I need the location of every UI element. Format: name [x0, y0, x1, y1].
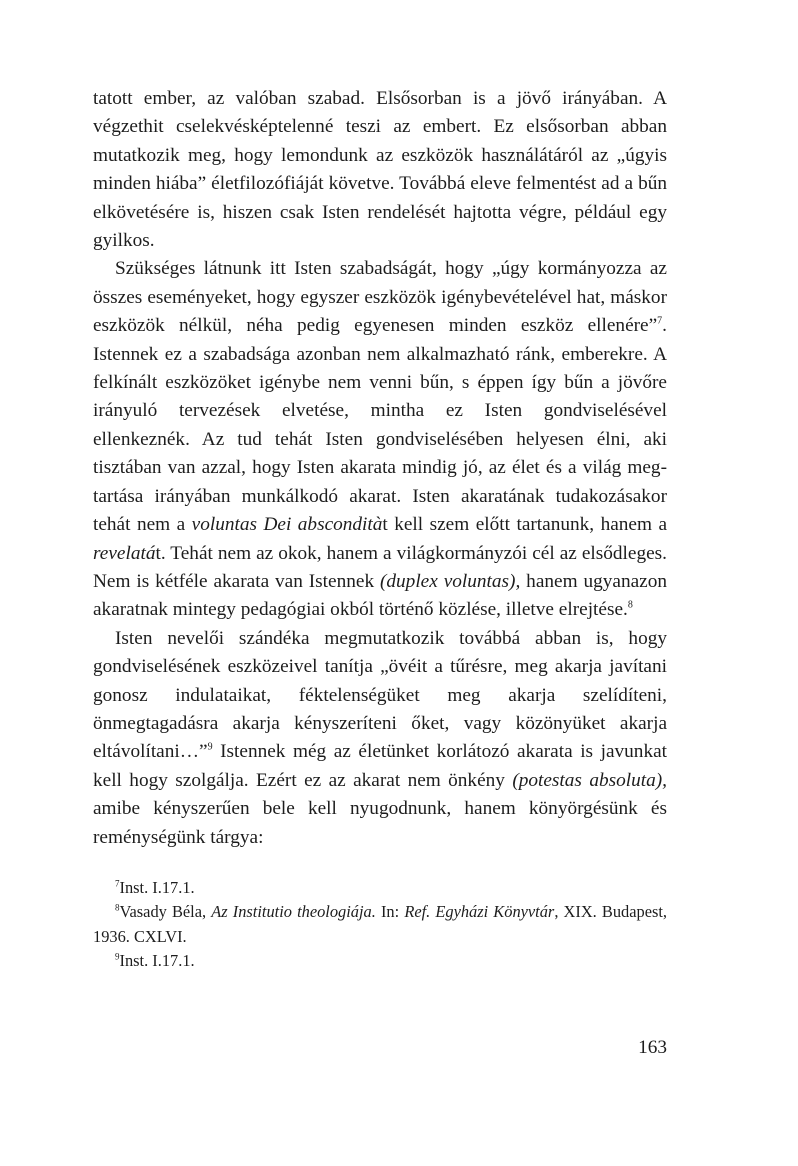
footnote-marker: 9 [207, 741, 213, 753]
footnote [93, 900, 667, 949]
text-run: t kell szem előtt tartanunk, hanem a [382, 514, 667, 536]
footnote [93, 949, 667, 973]
text-run: . Istennek ez a szabadsága azonban nem alkalmazható ránk, emberekre. A felkínált eszközöket igénybe nem venni bűn, s éppen így bűn a jövőre irányuló tervezések elvetése, mintha ez Isten gondviselésével ellenkeznék. Az tud tehát Isten gondviselésében helyesen élni, aki tisztában van azzal, hogy Isten akarata mindig jó, az élet és a világ megtartása irányában munkálkodó akarat. Isten akaratának tudakozásakor tehát nem a [93, 315, 667, 536]
text-run: Inst. I.17.1. [119, 877, 195, 897]
text-run: Szükséges látnunk itt Isten szabadságát, hogy „úgy kormányozza az összes eseményeket, hogy egyszer eszközök igénybevételével hat, máskor eszközök nélkül, néha pedig egyenesen minden eszköz ellenére” [93, 258, 667, 337]
italic-text: revelatá [93, 542, 156, 564]
text-run: t. Tehát nem az okok, hanem a világkormányzói cél az elsődleges. Nem is kétféle akarata van Istennek [93, 542, 667, 592]
text-run: tatott ember, az valóban szabad. Elsősorban is a jövő irányában. A végzethit cselekvésképtelenné teszi az embert. Ez elsősorban abban mutatkozik meg, hogy lemondunk az eszközök használátáról az „úgyis minden hiába” életfilozófiáját követve. Továbbá eleve felmentést ad a bűn elkövetésére is, hiszen csak Isten rendelését hajtotta végre, például egy gyilkos. [93, 88, 667, 252]
footnote-marker: 8 [115, 902, 120, 913]
paragraph [93, 255, 667, 624]
footnotes [93, 876, 667, 974]
text-run: Istennek még az életünket korlátozó akarata is javunkat kell hogy szolgálja. Ezért ez az akarat nem önkény [93, 741, 667, 791]
italic-text: (potestas absoluta), [512, 769, 667, 791]
text-run: amibe kényszerűen bele kell nyugodnunk, hanem könyörgésünk és reménységünk tárgya: [93, 798, 667, 848]
footnote-marker: 8 [627, 599, 633, 611]
italic-text: voluntas Dei abscondità [191, 514, 383, 536]
italic-text: Az Institutio theologiája. [211, 902, 376, 922]
text-run: , XIX. Budapest, 1936. CXLVI. [93, 902, 667, 946]
text-run: Vasady Béla, [119, 902, 212, 922]
text-run: In: [375, 902, 405, 922]
page-number: 163 [638, 1037, 667, 1058]
footnote-marker: 9 [115, 951, 120, 962]
footnote-marker: 7 [115, 878, 120, 889]
text-run: hanem ugyanazon akaratnak mintegy pedagógiai okból történő közlése, illetve elrejtése. [93, 570, 667, 621]
italic-text: (duplex voluntas), [379, 570, 521, 592]
footnote-marker: 7 [657, 315, 663, 327]
footnote [93, 876, 667, 900]
italic-text: Ref. Egyházi Könyvtár [404, 902, 555, 922]
text-run: Isten nevelői szándéka megmutatkozik továbbá abban is, hogy gondviselésének eszközeivel tanítja „övéit a tűrésre, meg akarja javítani gonosz indulataikat, féktelenségüket meg akarja szelídíteni, önmegtagadásra akarja kényszeríteni őket, vagy közönyüket akarja eltávolítani…” [93, 627, 667, 763]
body-text [93, 85, 667, 852]
paragraph [93, 85, 667, 255]
paragraph [93, 625, 667, 852]
page-body [93, 85, 667, 974]
text-run: Inst. I.17.1. [119, 951, 195, 971]
